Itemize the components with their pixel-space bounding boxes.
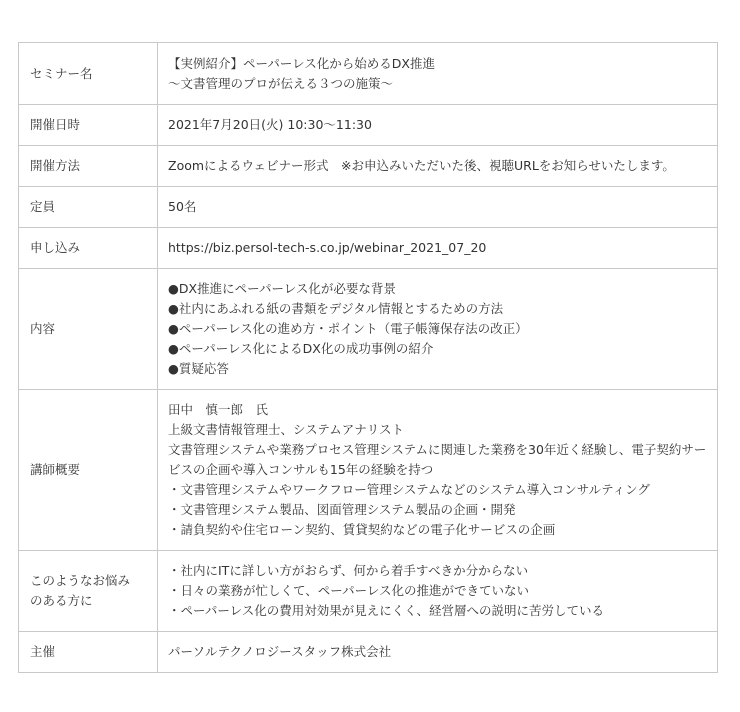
organizer-name: パーソルテクノロジースタッフ株式会社 xyxy=(168,644,392,659)
label-text: 開催日時 xyxy=(30,117,81,132)
value-speaker xyxy=(158,390,718,551)
seminar-info-table xyxy=(18,42,718,673)
target-item: ・社内にITに詳しい方がおらず、何から着手すべきか分からない xyxy=(168,563,529,578)
label-method xyxy=(19,146,158,187)
speaker-bio: 文書管理システムや業務プロセス管理システムに関連した業務を30年近く経験し、電子契約サービスの企画や導入コンサルも15年の経験を持つ xyxy=(168,442,707,477)
row-method xyxy=(19,146,718,187)
label-target xyxy=(19,551,158,632)
label-capacity xyxy=(19,187,158,228)
contents-item: ●DX推進にペーパーレス化が必要な背景 xyxy=(168,281,396,296)
contents-item: ●質疑応答 xyxy=(168,361,229,376)
speaker-experience-item: ・文書管理システムやワークフロー管理システムなどのシステム導入コンサルティング xyxy=(168,482,650,497)
method-text: Zoomによるウェビナー形式 ※お申込みいただいた後、視聴URLをお知らせいたします。 xyxy=(168,158,675,173)
label-seminar-name xyxy=(19,43,158,105)
row-contents xyxy=(19,269,718,390)
value-seminar-name xyxy=(158,43,718,105)
label-text: 講師概要 xyxy=(30,462,81,477)
speaker-experience-item: ・請負契約や住宅ローン契約、賃貸契約などの電子化サービスの企画 xyxy=(168,522,556,537)
value-method xyxy=(158,146,718,187)
contents-item: ●社内にあふれる紙の書類をデジタル情報とするための方法 xyxy=(168,301,504,316)
seminar-info xyxy=(18,42,718,673)
label-text: 定員 xyxy=(30,199,56,214)
label-text: 申し込み xyxy=(30,240,81,255)
label-text: 主催 xyxy=(30,644,56,659)
value-contents xyxy=(158,269,718,390)
contents-item: ●ペーパーレス化によるDX化の成功事例の紹介 xyxy=(168,341,434,356)
label-organizer xyxy=(19,632,158,673)
row-organizer xyxy=(19,632,718,673)
row-datetime xyxy=(19,105,718,146)
label-text: のある方に xyxy=(30,593,93,608)
row-speaker xyxy=(19,390,718,551)
value-datetime xyxy=(158,105,718,146)
speaker-experience-item: ・文書管理システム製品、図面管理システム製品の企画・開発 xyxy=(168,502,516,517)
label-text: 開催方法 xyxy=(30,158,81,173)
value-capacity xyxy=(158,187,718,228)
target-item: ・日々の業務が忙しくて、ペーパーレス化の推進ができていない xyxy=(168,583,530,598)
label-text: 内容 xyxy=(30,321,56,336)
application-url: https://biz.persol-tech-s.co.jp/webinar_2021_07_20 xyxy=(168,240,487,255)
contents-item: ●ペーパーレス化の進め方・ポイント（電子帳簿保存法の改正） xyxy=(168,321,528,336)
row-application xyxy=(19,228,718,269)
label-text: このようなお悩み xyxy=(30,573,131,588)
row-capacity xyxy=(19,187,718,228)
row-seminar-name xyxy=(19,43,718,105)
label-application xyxy=(19,228,158,269)
speaker-name: 田中 慎一郎 氏 xyxy=(168,402,269,417)
seminar-title: 【実例紹介】ペーパーレス化から始めるDX推進 xyxy=(168,55,435,71)
label-text: セミナー名 xyxy=(30,65,93,81)
value-target xyxy=(158,551,718,632)
speaker-title: 上級文書情報管理士、システムアナリスト xyxy=(168,422,405,437)
row-target xyxy=(19,551,718,632)
value-organizer xyxy=(158,632,718,673)
capacity-text: 50名 xyxy=(168,199,197,214)
label-speaker xyxy=(19,390,158,551)
label-datetime xyxy=(19,105,158,146)
datetime-text: 2021年7月20日(火) 10:30〜11:30 xyxy=(168,117,372,132)
label-contents xyxy=(19,269,158,390)
value-application xyxy=(158,228,718,269)
target-item: ・ペーパーレス化の費用対効果が見えにくく、経営層への説明に苦労している xyxy=(168,603,605,618)
seminar-subtitle: 〜文書管理のプロが伝える３つの施策〜 xyxy=(168,75,394,91)
